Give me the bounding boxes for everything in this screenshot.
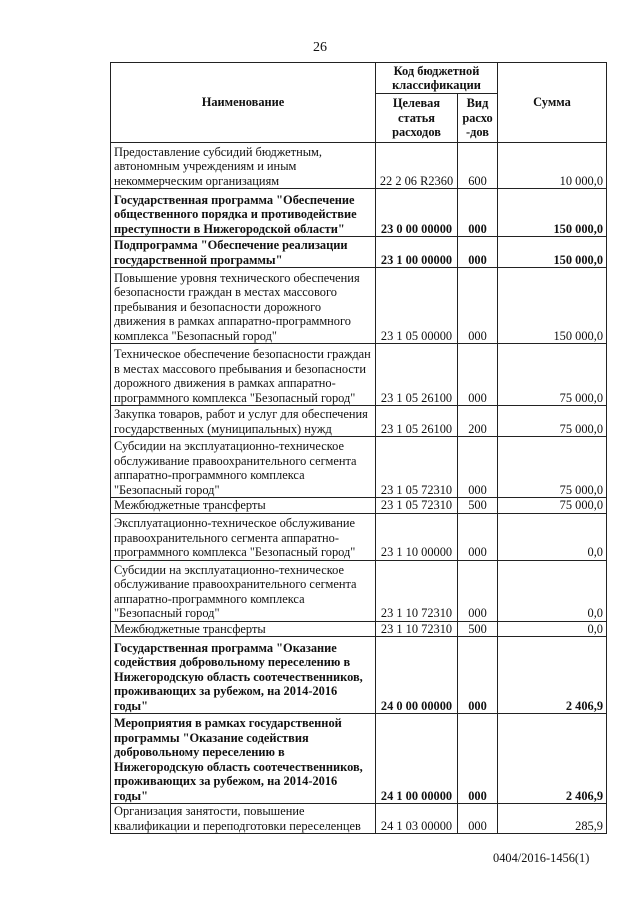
row-name: Мероприятия в рамках государственной программы "Оказание содействия добровольному переселению в Нижегородскую область соотечественников, проживающих за рубежом, на 2014-2016 годы" <box>111 714 376 804</box>
row-sum: 75 000,0 <box>498 498 607 514</box>
row-sum: 10 000,0 <box>498 143 607 189</box>
row-sum: 75 000,0 <box>498 344 607 406</box>
row-target-code: 22 2 06 R2360 <box>376 143 458 189</box>
table-row <box>111 513 607 560</box>
header-code-target: Целевая статья расходов <box>376 94 458 143</box>
row-name: Подпрограмма "Обеспечение реализации государственной программы" <box>111 237 376 268</box>
row-expense-kind: 000 <box>458 268 498 344</box>
row-sum: 75 000,0 <box>498 437 607 498</box>
row-sum: 2 406,9 <box>498 637 607 714</box>
row-target-code: 23 1 10 72310 <box>376 621 458 637</box>
row-name: Предоставление субсидий бюджетным, автономным учреждениям и иным некоммерческим организациям <box>111 143 376 189</box>
row-target-code: 24 0 00 00000 <box>376 637 458 714</box>
row-name: Закупка товаров, работ и услуг для обеспечения государственных (муниципальных) нужд <box>111 406 376 437</box>
row-name: Повышение уровня технического обеспечения безопасности граждан в местах массового пребывания и безопасности дорожного движения в рамках аппаратно-программного комплекса "Безопасный город" <box>111 268 376 344</box>
row-target-code: 23 1 10 72310 <box>376 560 458 621</box>
row-name: Субсидии на эксплуатационно-техническое обслуживание правоохранительного сегмента аппаратно-программного комплекса "Безопасный город" <box>111 437 376 498</box>
row-name: Государственная программа "Оказание содействия добровольному переселению в Нижегородскую область соотечественников, проживающих за рубежом, на 2014-2016 годы" <box>111 637 376 714</box>
table-body <box>111 143 607 834</box>
table-row <box>111 268 607 344</box>
table-row <box>111 437 607 498</box>
table-row <box>111 498 607 514</box>
row-sum: 0,0 <box>498 513 607 560</box>
row-sum: 150 000,0 <box>498 237 607 268</box>
row-target-code: 24 1 00 00000 <box>376 714 458 804</box>
header-code-group: Код бюджетной классификации <box>376 63 498 94</box>
row-target-code: 23 1 05 26100 <box>376 406 458 437</box>
row-expense-kind: 600 <box>458 143 498 189</box>
row-sum: 2 406,9 <box>498 714 607 804</box>
header-name: Наименование <box>111 63 376 143</box>
table-row <box>111 560 607 621</box>
row-target-code: 23 1 05 26100 <box>376 344 458 406</box>
row-target-code: 23 1 10 00000 <box>376 513 458 560</box>
row-name: Межбюджетные трансферты <box>111 498 376 514</box>
row-expense-kind: 000 <box>458 714 498 804</box>
row-expense-kind: 000 <box>458 560 498 621</box>
row-expense-kind: 500 <box>458 621 498 637</box>
row-target-code: 24 1 03 00000 <box>376 804 458 834</box>
table-row <box>111 344 607 406</box>
table-row <box>111 189 607 237</box>
row-name: Эксплуатационно-техническое обслуживание правоохранительного сегмента аппаратно-программного комплекса "Безопасный город" <box>111 513 376 560</box>
table-row <box>111 406 607 437</box>
header-row-top <box>111 63 607 94</box>
row-sum: 0,0 <box>498 621 607 637</box>
header-sum: Сумма <box>498 63 607 143</box>
table-row <box>111 143 607 189</box>
page-number: 26 <box>313 40 327 55</box>
table-row <box>111 637 607 714</box>
document-code: 0404/2016-1456(1) <box>493 851 590 865</box>
row-sum: 0,0 <box>498 560 607 621</box>
row-target-code: 23 1 05 00000 <box>376 268 458 344</box>
table-row <box>111 621 607 637</box>
row-expense-kind: 500 <box>458 498 498 514</box>
row-name: Организация занятости, повышение квалификации и переподготовки переселенцев <box>111 804 376 834</box>
row-sum: 75 000,0 <box>498 406 607 437</box>
header-code-kind: Вид расхо -дов <box>458 94 498 143</box>
table-row <box>111 804 607 834</box>
row-name: Межбюджетные трансферты <box>111 621 376 637</box>
row-target-code: 23 0 00 00000 <box>376 189 458 237</box>
table-row <box>111 237 607 268</box>
row-expense-kind: 000 <box>458 637 498 714</box>
table-row <box>111 714 607 804</box>
row-expense-kind: 200 <box>458 406 498 437</box>
row-expense-kind: 000 <box>458 437 498 498</box>
row-expense-kind: 000 <box>458 189 498 237</box>
row-expense-kind: 000 <box>458 237 498 268</box>
row-expense-kind: 000 <box>458 804 498 834</box>
row-name: Техническое обеспечение безопасности граждан в местах массового пребывания и безопасности дорожного движения в рамках аппаратно-программного комплекса "Безопасный город" <box>111 344 376 406</box>
row-sum: 285,9 <box>498 804 607 834</box>
row-target-code: 23 1 00 00000 <box>376 237 458 268</box>
budget-table <box>110 62 607 834</box>
row-name: Субсидии на эксплуатационно-техническое обслуживание правоохранительного сегмента аппаратно-программного комплекса "Безопасный город" <box>111 560 376 621</box>
row-name: Государственная программа "Обеспечение общественного порядка и противодействие преступности в Нижегородской области" <box>111 189 376 237</box>
row-expense-kind: 000 <box>458 344 498 406</box>
row-target-code: 23 1 05 72310 <box>376 498 458 514</box>
row-sum: 150 000,0 <box>498 268 607 344</box>
row-target-code: 23 1 05 72310 <box>376 437 458 498</box>
row-expense-kind: 000 <box>458 513 498 560</box>
row-sum: 150 000,0 <box>498 189 607 237</box>
